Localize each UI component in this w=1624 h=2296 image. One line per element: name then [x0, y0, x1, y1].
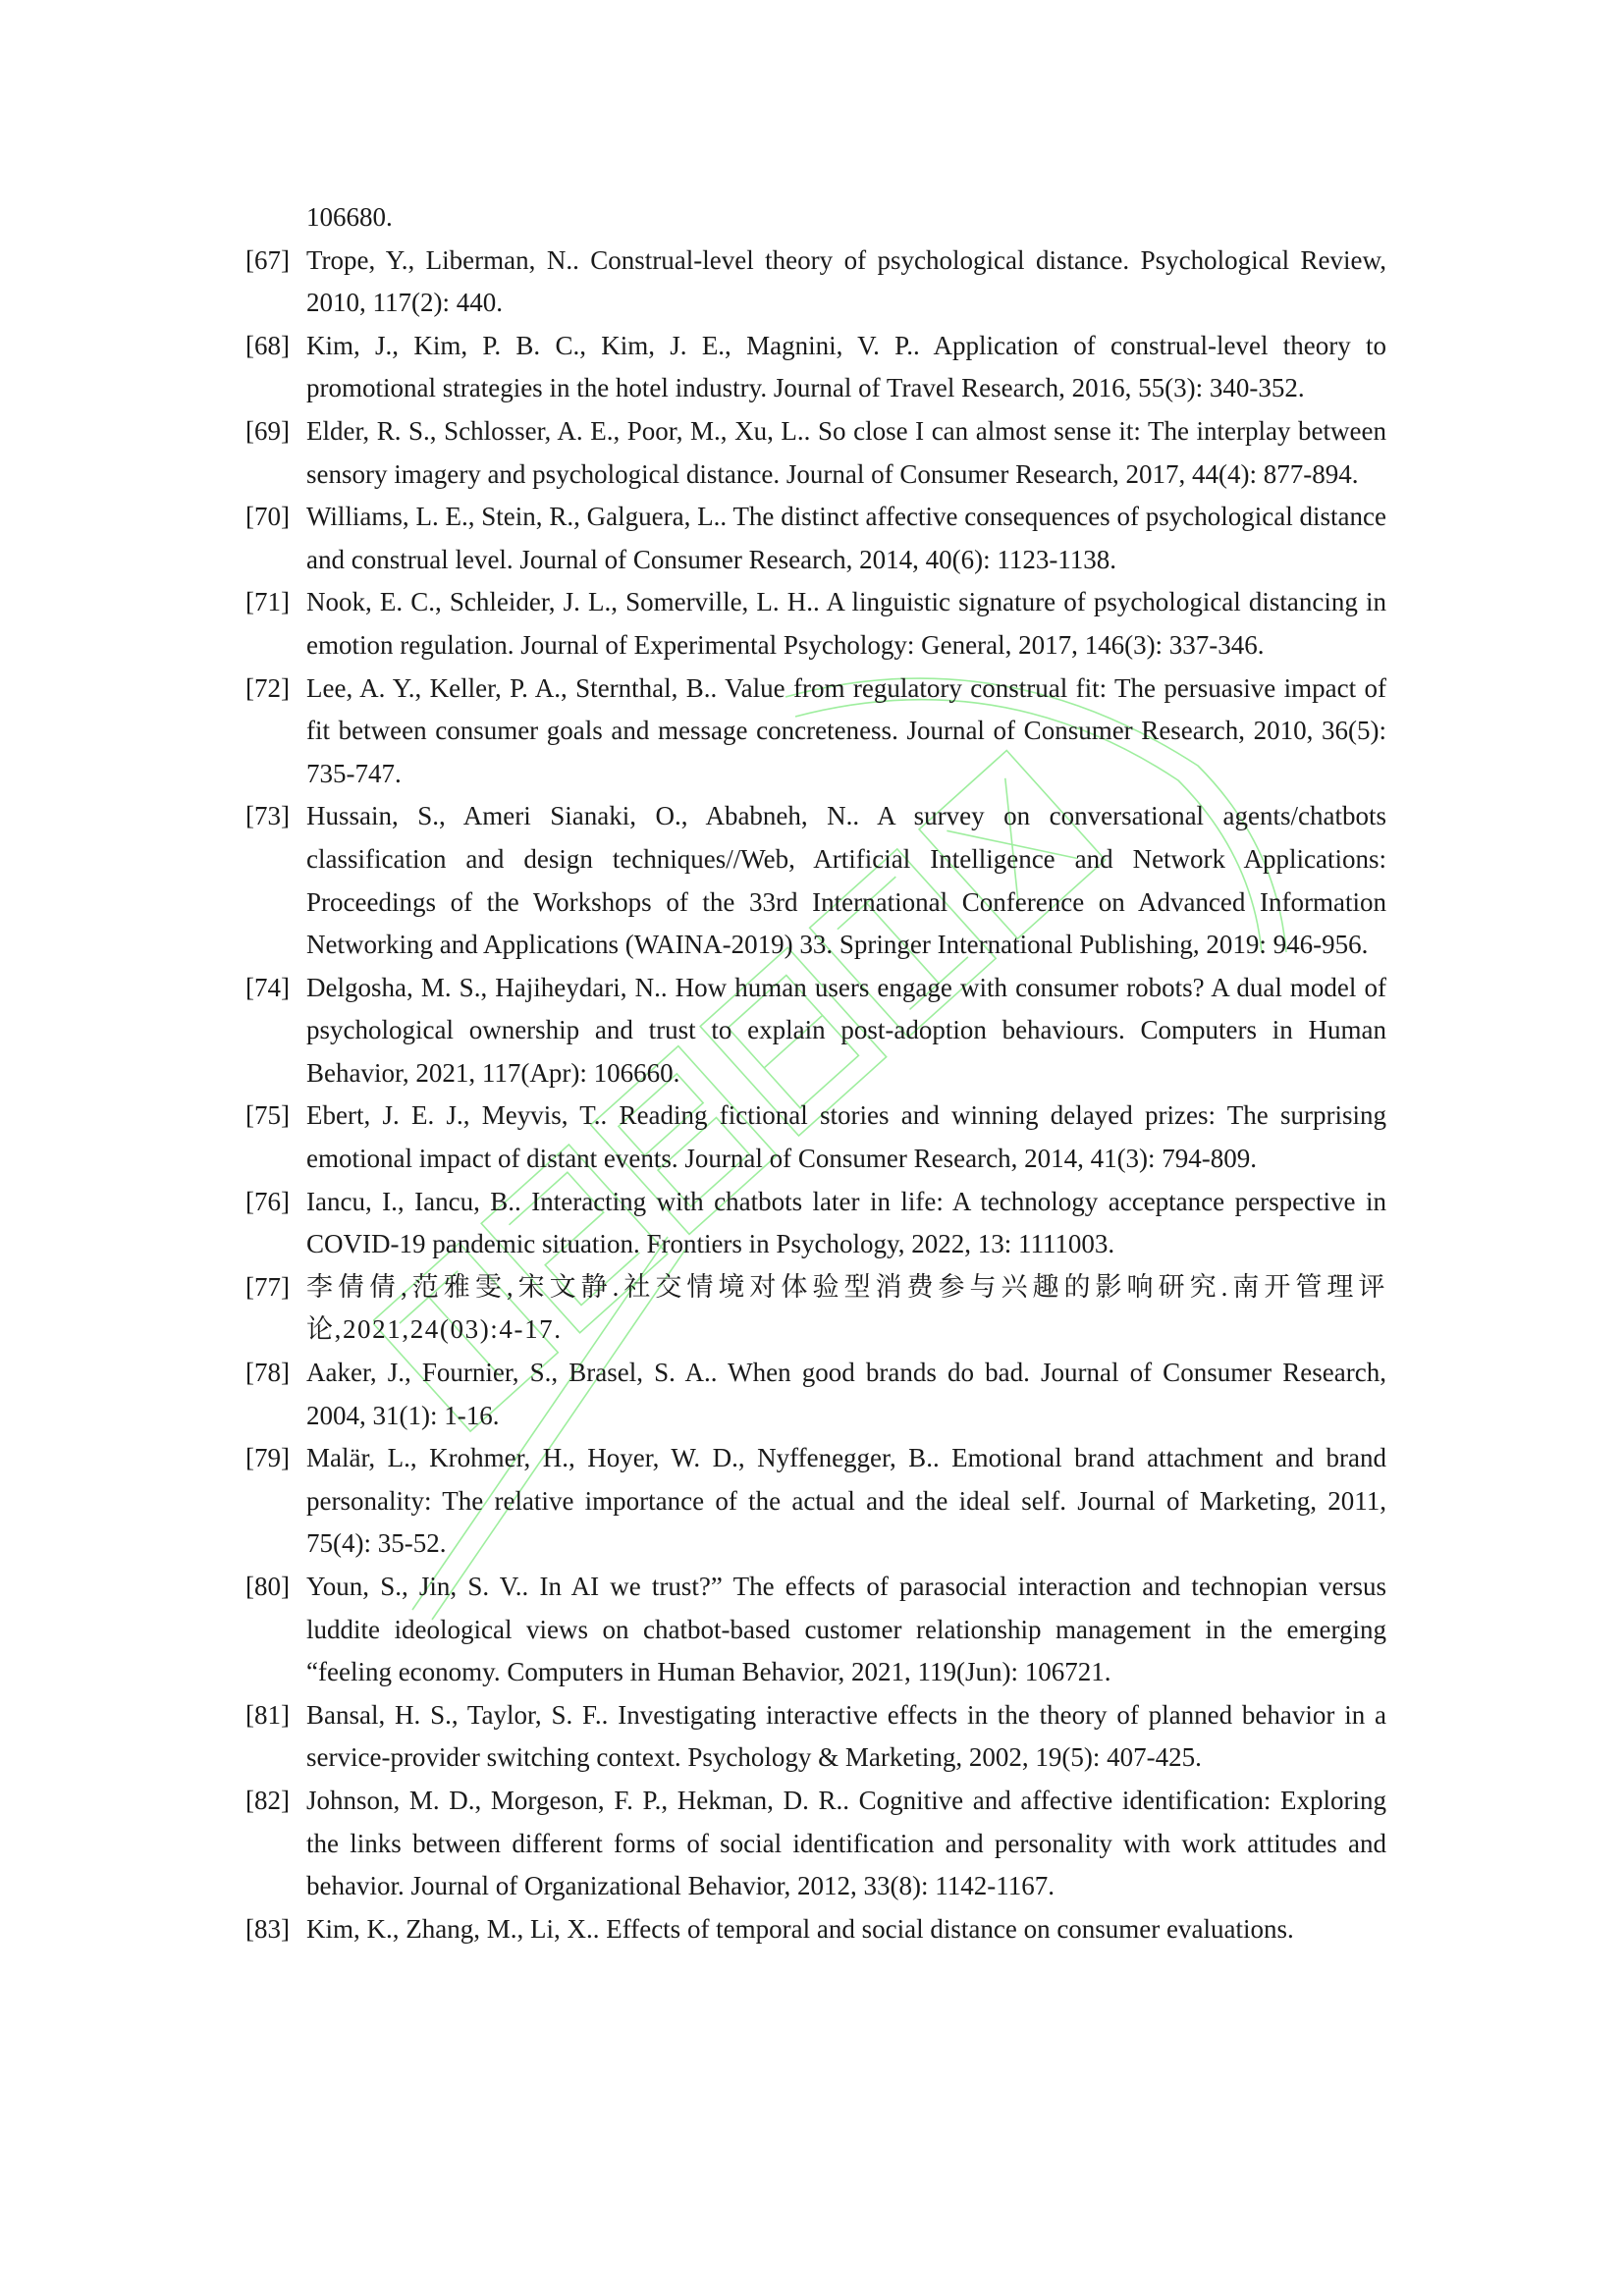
reference-item — [245, 1181, 1386, 1266]
reference-number: [67] — [245, 244, 290, 275]
reference-text: Iancu, I., Iancu, B.. Interacting with chatbots later in life: A technology acceptance perspective in COVID-19 pandemic situation. Frontiers in Psychology, 2022, 13: 1111003. — [306, 1186, 1386, 1259]
reference-text: Youn, S., Jin, S. V.. In AI we trust?” The effects of parasocial interaction and technopian versus luddite ideological views on chatbot-based customer relationship management in the emerging “feeling economy. Computers in Human Behavior, 2021, 119(Jun): 106721. — [306, 1572, 1386, 1687]
reference-text: Kim, J., Kim, P. B. C., Kim, J. E., Magnini, V. P.. Application of construal-level theory to promotional strategies in the hotel industry. Journal of Travel Research, 2016, 55(3): 340-352. — [306, 330, 1386, 403]
reference-item — [245, 795, 1386, 966]
reference-text: Kim, K., Zhang, M., Li, X.. Effects of temporal and social distance on consumer evaluations. — [306, 1913, 1294, 1944]
reference-item — [245, 1694, 1386, 1780]
reference-number: [68] — [245, 330, 290, 360]
reference-text: Trope, Y., Liberman, N.. Construal-level theory of psychological distance. Psychological Review, 2010, 117(2): 440. — [306, 244, 1386, 318]
reference-item — [245, 581, 1386, 667]
reference-item — [245, 410, 1386, 496]
reference-item — [245, 967, 1386, 1095]
reference-text: Nook, E. C., Schleider, J. L., Somerville, L. H.. A linguistic signature of psychological distancing in emotion regulation. Journal of Experimental Psychology: General, 2017, 146(3): 337-346. — [306, 587, 1386, 660]
reference-number: [69] — [245, 415, 290, 446]
reference-text: Bansal, H. S., Taylor, S. F.. Investigating interactive effects in the theory of planned behavior in a service-provider switching context. Psychology & Marketing, 2002, 19(5): 407-425. — [306, 1699, 1386, 1773]
reference-item — [245, 1437, 1386, 1566]
reference-number: [81] — [245, 1699, 290, 1730]
reference-text: Malär, L., Krohmer, H., Hoyer, W. D., Nyffenegger, B.. Emotional brand attachment and brand personality: The relative importance of the actual and the ideal self. Journal of Marketing, 2011, 75(4): 35-52. — [306, 1443, 1386, 1559]
reference-number: [78] — [245, 1358, 290, 1388]
reference-number: [70] — [245, 502, 290, 532]
reference-number: [75] — [245, 1100, 290, 1131]
reference-text: Elder, R. S., Schlosser, A. E., Poor, M., Xu, L.. So close I can almost sense it: The interplay between sensory imagery and psychological distance. Journal of Consumer Research, 2017, 44(4): 877-894. — [306, 415, 1386, 489]
reference-continuation: 106680. — [306, 202, 393, 232]
reference-text: Aaker, J., Fournier, S., Brasel, S. A.. When good brands do bad. Journal of Consumer Research, 2004, 31(1): 1-16. — [306, 1358, 1386, 1430]
reference-number: [82] — [245, 1785, 290, 1815]
reference-item — [245, 1095, 1386, 1180]
reference-text: Hussain, S., Ameri Sianaki, O., Ababneh, N.. A survey on conversational agents/chatbots classification and design techniques//Web, Artificial Intelligence and Network Applications: Proceedings of the Workshops of the 33rd International Conference on Advanced Information Networking and Applications (WAINA-2019) 33. Springer International Publishing, 2019: 946-956. — [306, 801, 1386, 960]
reference-text: Ebert, J. E. J., Meyvis, T.. Reading fictional stories and winning delayed prizes: The surprising emotional impact of distant events. Journal of Consumer Research, 2014, 41(3): 794-809. — [306, 1100, 1386, 1174]
reference-item — [245, 1266, 1386, 1352]
reference-number: [76] — [245, 1186, 290, 1216]
reference-number: [74] — [245, 972, 290, 1002]
reference-item — [245, 1780, 1386, 1908]
reference-text: Johnson, M. D., Morgeson, F. P., Hekman, D. R.. Cognitive and affective identification: Exploring the links between different forms of social identification and personality with work attitudes and behavior. Journal of Organizational Behavior, 2012, 33(8): 1142-1167. — [306, 1785, 1386, 1901]
reference-item — [245, 325, 1386, 410]
reference-text: Delgosha, M. S., Hajiheydari, N.. How human users engage with consumer robots? A dual model of psychological ownership and trust to explain post-adoption behaviours. Computers in Human Behavior, 2021, 117(Apr): 106660. — [306, 972, 1386, 1088]
reference-number: [83] — [245, 1913, 290, 1944]
reference-item — [245, 667, 1386, 796]
reference-number: [79] — [245, 1443, 290, 1473]
reference-item — [245, 1908, 1386, 1951]
reference-item — [245, 1352, 1386, 1437]
reference-entries — [245, 240, 1386, 1951]
reference-list — [245, 196, 1386, 1950]
reference-text: 李倩倩,范雅雯,宋文静.社交情境对体验型消费参与兴趣的影响研究.南开管理评论,2021,24(03):4-17. — [306, 1271, 1386, 1345]
reference-number: [72] — [245, 672, 290, 703]
reference-number: [77] — [245, 1271, 290, 1302]
reference-number: [71] — [245, 587, 290, 617]
reference-number: [80] — [245, 1572, 290, 1601]
reference-item — [245, 1566, 1386, 1694]
reference-item — [245, 240, 1386, 325]
reference-item — [245, 496, 1386, 581]
reference-text: Williams, L. E., Stein, R., Galguera, L.. The distinct affective consequences of psychological distance and construal level. Journal of Consumer Research, 2014, 40(6): 1123-1138. — [306, 502, 1386, 574]
reference-number: [73] — [245, 801, 290, 831]
reference-text: Lee, A. Y., Keller, P. A., Sternthal, B.. Value from regulatory construal fit: The persuasive impact of fit between consumer goals and message concreteness. Journal of Consumer Research, 2010, 36(5): 735-747. — [306, 672, 1386, 788]
